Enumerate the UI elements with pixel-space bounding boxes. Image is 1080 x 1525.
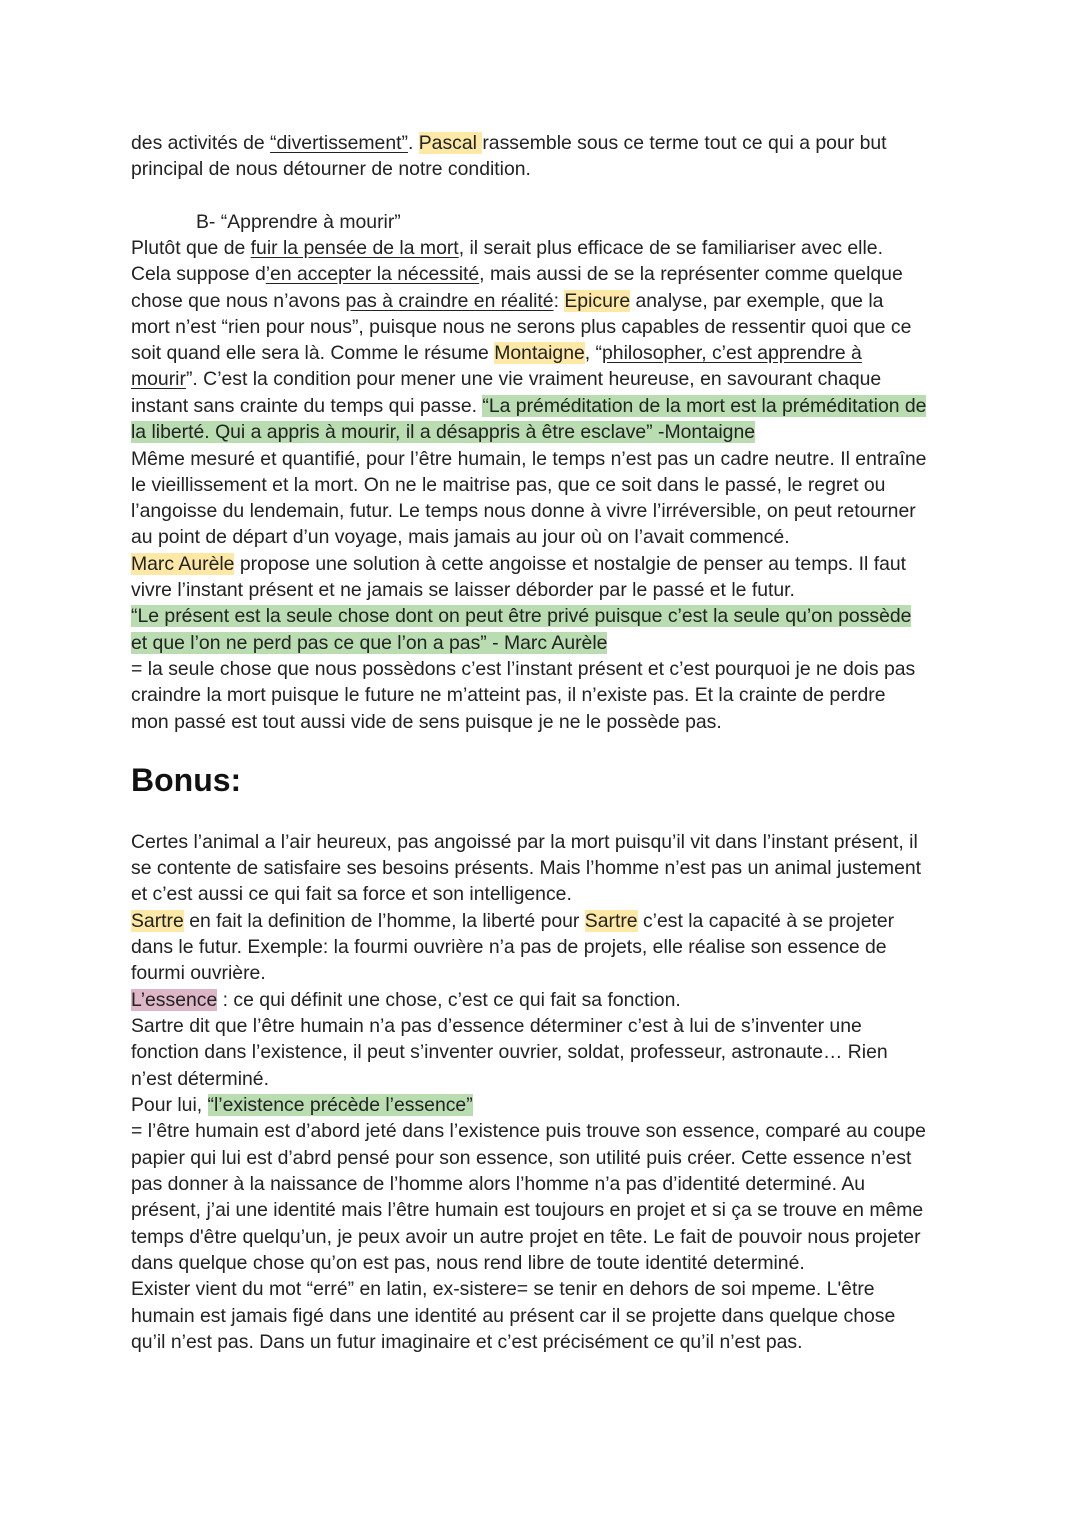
text-line: craindre la mort puisque le future ne m’atteint pas, il n’existe pas. Et la crainte de perdre: [131, 684, 886, 706]
text-line: mon passé est tout aussi vide de sens puisque je ne le possède pas.: [131, 711, 722, 733]
text-line: dans le futur. Exemple: la fourmi ouvrière n’a pas de projets, elle réalise son essence de: [131, 936, 887, 958]
text-line: l’angoisse du lendemain, futur. Le temps nous donne à vivre l’irréversible, on peut retourner: [131, 500, 916, 522]
text-line: Même mesuré et quantifié, pour l’être humain, le temps n’est pas un cadre neutre. Il entraîne: [131, 448, 927, 470]
text-line: [131, 908, 894, 934]
text-span: , mais aussi de se la représenter comme quelque: [479, 263, 903, 285]
text-span: Plutôt que de: [131, 237, 251, 259]
underlined-phrase: ’en accepter la nécessité: [265, 263, 480, 285]
highlight-name: Epicure: [564, 290, 631, 312]
highlight-name: Marc Aurèle: [131, 553, 235, 575]
text-line: vivre l’instant présent et ne jamais se laisser déborder par le passé et le futur.: [131, 579, 795, 601]
text-line: [131, 288, 883, 314]
highlight-name: Pascal: [418, 132, 483, 154]
text-line: [131, 366, 881, 392]
text-span: des activités de: [131, 132, 271, 154]
definition-line: [131, 987, 681, 1013]
text-span: chose que nous n’avons: [131, 290, 346, 312]
text-line: [131, 603, 911, 629]
underlined-phrase: pas à craindre en réalité: [345, 290, 554, 312]
highlight-name: Montaigne: [494, 342, 585, 364]
text-line: mort n’est “rien pour nous”, puisque nous ne serons plus capables de ressentir quoi que ce: [131, 316, 912, 338]
highlight-quote: et que l’on ne perd pas ce que l’on a pas” - Marc Aurèle: [131, 632, 608, 654]
text-span: propose une solution à cette angoisse et nostalgie de penser au temps. Il faut: [234, 553, 907, 575]
text-line: [131, 261, 903, 287]
section-title: B- “Apprendre à mourir”: [196, 211, 401, 233]
underlined-quote: philosopher, c’est apprendre à: [602, 342, 862, 364]
text-span: en fait la definition de l’homme, la liberté pour: [183, 910, 585, 932]
text-line: présent, j’ai une identité mais l’être humain est toujours en projet et si ça se trouve en même: [131, 1199, 924, 1221]
text-span: :: [553, 290, 565, 312]
text-span: : ce qui définit une chose, c’est ce qui fait sa fonction.: [217, 989, 681, 1011]
text-span: instant sans crainte du temps qui passe.: [131, 395, 483, 417]
text-line: [131, 551, 906, 577]
text-line: [131, 419, 755, 445]
text-span: Cela suppose d: [131, 263, 266, 285]
text-line: principal de nous détourner de notre condition.: [131, 158, 531, 180]
text-line: [131, 130, 887, 156]
text-span: ”. C’est la condition pour mener une vie vraiment heureuse, en savourant chaque: [185, 368, 882, 390]
highlight-quote: “La préméditation de la mort est la préméditation de: [482, 395, 927, 417]
underlined-phrase: fuir la pensée de la mort: [250, 237, 459, 259]
text-line: le vieillissement et la mort. On ne le maitrise pas, que ce soit dans le passé, le regret ou: [131, 474, 886, 496]
text-line: qu’il n’est pas. Dans un futur imaginaire et c’est précisément ce qu’il n’est pas.: [131, 1331, 803, 1353]
text-line: Certes l’animal a l’air heureux, pas angoissé par la mort puisqu’il vit dans l’instant présent, il: [131, 831, 918, 853]
underlined-term: “divertissement”: [270, 132, 408, 154]
text-line: fonction dans l’existence, il peut s’inventer ouvrier, soldat, professeur, astronaute… Rien: [131, 1041, 888, 1063]
text-line: papier qui lui est d’abrd pensé pour son essence, son utilité puis créer. Cette essence n’est: [131, 1147, 912, 1169]
highlight-quote: “Le présent est la seule chose dont on peut être privé puisque c’est la seule qu’on possède: [131, 605, 912, 627]
text-line: [131, 235, 883, 261]
highlight-quote: la liberté. Qui a appris à mourir, il a désappris à être esclave” -Montaigne: [131, 421, 756, 443]
text-line: fourmi ouvrière.: [131, 962, 266, 984]
highlight-name: Sartre: [131, 910, 184, 932]
text-span: , il serait plus efficace de se familiariser avec elle.: [458, 237, 883, 259]
text-line: [131, 630, 607, 656]
highlight-term: L’essence: [131, 989, 218, 1011]
text-line: [131, 1092, 473, 1118]
text-line: au point de départ d’un voyage, mais jamais au jour où on l’avait commencé.: [131, 526, 790, 548]
highlight-name: Sartre: [584, 910, 638, 932]
text-line: n’est déterminé.: [131, 1068, 269, 1090]
text-span: , “: [584, 342, 603, 364]
text-span: rassemble sous ce terme tout ce qui a pour but: [482, 132, 887, 154]
text-line: Sartre dit que l’être humain n’a pas d’essence déterminer c’est à lui de s’inventer une: [131, 1015, 862, 1037]
text-span: soit quand elle sera là. Comme le résume: [131, 342, 495, 364]
text-line: se contente de satisfaire ses besoins présents. Mais l’homme n’est pas un animal justement: [131, 857, 922, 879]
text-span: .: [407, 132, 419, 154]
text-line: pas donner à la naissance de l’homme alors l’homme n’a pas d’identité determiné. Au: [131, 1173, 866, 1195]
text-line: humain est jamais figé dans une identité au présent car il se projette dans quelque chose: [131, 1305, 896, 1327]
text-line: temps d'être quelqu’un, je peux avoir un autre projet en tête. Le fait de pouvoir nous projeter: [131, 1226, 921, 1248]
text-line: [131, 393, 926, 419]
text-span: analyse, par exemple, que la: [630, 290, 884, 312]
text-line: Exister vient du mot “erré” en latin, ex-sistere= se tenir en dehors de soi mpeme. L'être: [131, 1278, 875, 1300]
bonus-heading: Bonus:: [131, 762, 242, 798]
text-line: [131, 340, 862, 366]
text-line: = la seule chose que nous possèdons c’est l’instant présent et c’est pourquoi je ne dois pas: [131, 658, 916, 680]
text-line: dans quelque chose qu’on est pas, nous rend libre de toute identité determiné.: [131, 1252, 805, 1274]
text-span: Pour lui,: [131, 1094, 208, 1116]
text-line: et c’est aussi ce qui fait sa force et son intelligence.: [131, 883, 572, 905]
text-line: = l’être humain est d’abord jeté dans l’existence puis trouve son essence, comparé au coupe: [131, 1120, 926, 1142]
text-span: c’est la capacité à se projeter: [637, 910, 895, 932]
highlight-quote: “l’existence précède l’essence”: [207, 1094, 473, 1116]
underlined-quote: mourir: [131, 368, 186, 390]
